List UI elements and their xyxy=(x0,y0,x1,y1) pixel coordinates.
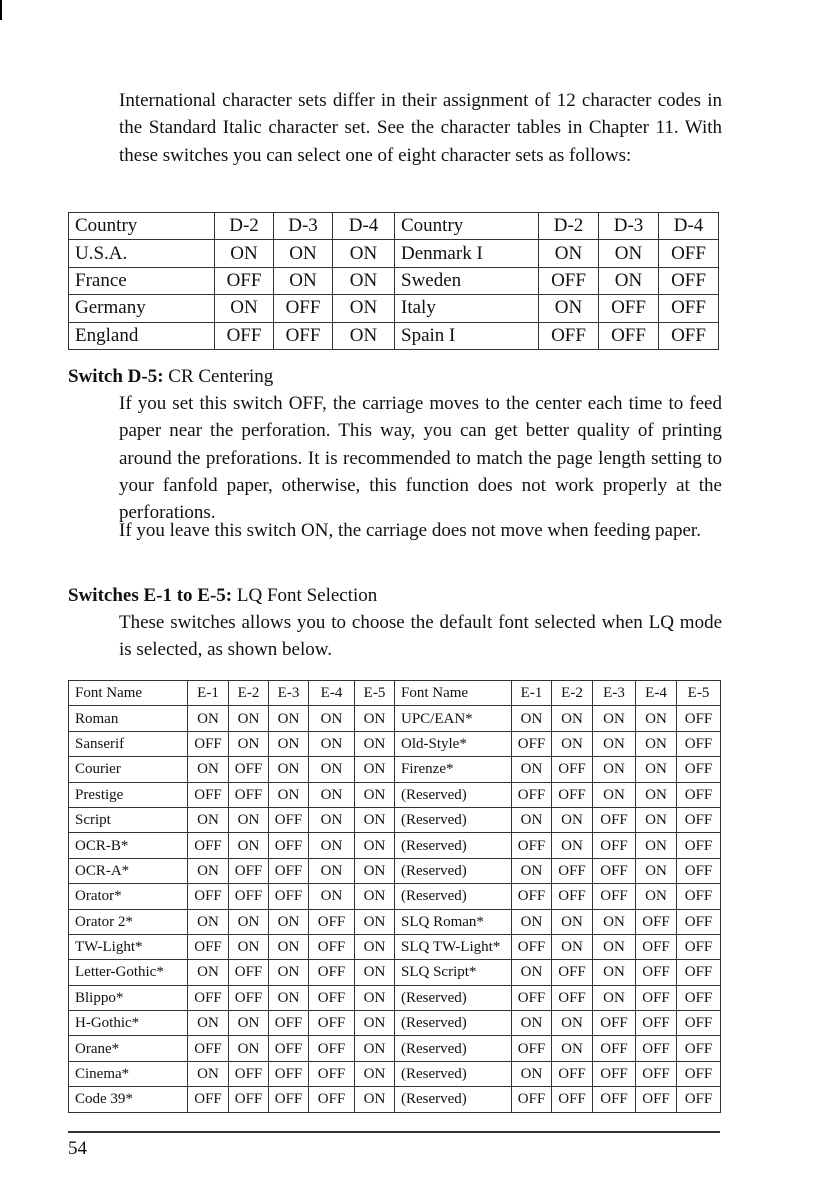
table-row xyxy=(69,884,721,909)
switch-state-cell: ON xyxy=(593,757,636,782)
switch-state-cell: OFF xyxy=(309,934,355,959)
switch-state-cell: OFF xyxy=(512,985,552,1010)
switch-state-cell: ON xyxy=(229,1036,269,1061)
switch-state-cell: ON xyxy=(309,731,355,756)
table-header-row xyxy=(69,681,721,706)
switch-state-cell: ON xyxy=(229,934,269,959)
table-row xyxy=(69,833,721,858)
name-cell: UPC/EAN* xyxy=(395,706,512,731)
switch-state-cell: OFF xyxy=(309,1087,355,1112)
switch-state-cell: OFF xyxy=(188,1087,229,1112)
column-header: D-4 xyxy=(659,213,719,240)
switch-state-cell: OFF xyxy=(229,757,269,782)
switch-state-cell: ON xyxy=(512,706,552,731)
name-cell: (Reserved) xyxy=(395,1011,512,1036)
switch-state-cell: ON xyxy=(269,985,309,1010)
switch-state-cell: ON xyxy=(512,858,552,883)
column-header: E-4 xyxy=(309,681,355,706)
switch-state-cell: ON xyxy=(269,934,309,959)
switch-state-cell: OFF xyxy=(215,322,274,349)
switch-state-cell: OFF xyxy=(269,833,309,858)
switch-state-cell: ON xyxy=(333,322,395,349)
name-cell: (Reserved) xyxy=(395,807,512,832)
switch-state-cell: ON xyxy=(229,833,269,858)
switch-state-cell: ON xyxy=(269,909,309,934)
switch-state-cell: OFF xyxy=(599,295,659,322)
switch-state-cell: OFF xyxy=(552,884,593,909)
switch-state-cell: OFF xyxy=(269,1061,309,1086)
switch-state-cell: ON xyxy=(636,807,677,832)
name-cell: England xyxy=(69,322,215,349)
table-row xyxy=(69,267,719,294)
column-header: Country xyxy=(69,213,215,240)
name-cell: (Reserved) xyxy=(395,833,512,858)
name-cell: OCR-A* xyxy=(69,858,188,883)
switch-state-cell: OFF xyxy=(636,934,677,959)
switch-state-cell: OFF xyxy=(512,1087,552,1112)
switch-state-cell: ON xyxy=(188,706,229,731)
switch-state-cell: OFF xyxy=(677,1087,721,1112)
switch-state-cell: OFF xyxy=(677,858,721,883)
switch-state-cell: OFF xyxy=(552,985,593,1010)
name-cell: SLQ Roman* xyxy=(395,909,512,934)
column-header: E-2 xyxy=(552,681,593,706)
switch-d5-paragraph-2: If you leave this switch ON, the carriage does not move when feeding paper. xyxy=(119,520,701,541)
switch-state-cell: ON xyxy=(355,782,395,807)
switch-state-cell: ON xyxy=(355,757,395,782)
switch-state-cell: ON xyxy=(512,807,552,832)
column-header: E-5 xyxy=(677,681,721,706)
name-cell: Cinema* xyxy=(69,1061,188,1086)
name-cell: (Reserved) xyxy=(395,985,512,1010)
switch-state-cell: ON xyxy=(215,295,274,322)
name-cell: SLQ TW-Light* xyxy=(395,934,512,959)
switch-state-cell: OFF xyxy=(188,985,229,1010)
switch-state-cell: ON xyxy=(309,706,355,731)
switch-state-cell: OFF xyxy=(636,909,677,934)
switch-state-cell: OFF xyxy=(309,1011,355,1036)
switch-state-cell: ON xyxy=(229,731,269,756)
switch-state-cell: ON xyxy=(552,807,593,832)
name-cell: Firenze* xyxy=(395,757,512,782)
name-cell: (Reserved) xyxy=(395,858,512,883)
switch-state-cell: OFF xyxy=(593,1011,636,1036)
column-header: Font Name xyxy=(395,681,512,706)
switch-state-cell: OFF xyxy=(677,960,721,985)
name-cell: Germany xyxy=(69,295,215,322)
name-cell: OCR-B* xyxy=(69,833,188,858)
switch-state-cell: OFF xyxy=(512,1036,552,1061)
switch-state-cell: ON xyxy=(552,833,593,858)
name-cell: France xyxy=(69,267,215,294)
switch-state-cell: OFF xyxy=(659,267,719,294)
switch-state-cell: ON xyxy=(512,757,552,782)
table-row xyxy=(69,706,721,731)
switch-state-cell: ON xyxy=(309,782,355,807)
switch-state-cell: OFF xyxy=(512,731,552,756)
switch-state-cell: ON xyxy=(355,807,395,832)
name-cell: (Reserved) xyxy=(395,1061,512,1086)
switch-state-cell: ON xyxy=(269,757,309,782)
switch-state-cell: OFF xyxy=(552,1087,593,1112)
switch-state-cell: OFF xyxy=(636,1061,677,1086)
switch-state-cell: ON xyxy=(355,985,395,1010)
name-cell: (Reserved) xyxy=(395,884,512,909)
switch-state-cell: OFF xyxy=(269,1036,309,1061)
switch-state-cell: OFF xyxy=(188,1036,229,1061)
column-header: D-3 xyxy=(274,213,333,240)
switch-state-cell: ON xyxy=(512,909,552,934)
switch-state-cell: ON xyxy=(333,240,395,267)
name-cell: Roman xyxy=(69,706,188,731)
switch-state-cell: ON xyxy=(552,706,593,731)
table-row xyxy=(69,807,721,832)
name-cell: SLQ Script* xyxy=(395,960,512,985)
switch-state-cell: OFF xyxy=(593,858,636,883)
name-cell: Denmark I xyxy=(395,240,539,267)
table-row xyxy=(69,731,721,756)
switch-state-cell: OFF xyxy=(269,1087,309,1112)
switch-state-cell: OFF xyxy=(677,985,721,1010)
table-row xyxy=(69,858,721,883)
name-cell: (Reserved) xyxy=(395,1036,512,1061)
font-switch-table xyxy=(68,680,721,1113)
switch-state-cell: OFF xyxy=(269,1011,309,1036)
switch-e-paragraph: These switches allows you to choose the default font selected when LQ mode is selected, as shown below. xyxy=(119,612,722,661)
name-cell: Script xyxy=(69,807,188,832)
table-row xyxy=(69,757,721,782)
name-cell: Code 39* xyxy=(69,1087,188,1112)
switch-state-cell: ON xyxy=(593,960,636,985)
switch-state-cell: OFF xyxy=(188,782,229,807)
switch-state-cell: ON xyxy=(355,909,395,934)
switch-state-cell: ON xyxy=(188,858,229,883)
switch-state-cell: OFF xyxy=(539,322,599,349)
switch-state-cell: OFF xyxy=(269,858,309,883)
switch-state-cell: ON xyxy=(229,807,269,832)
switch-state-cell: OFF xyxy=(552,782,593,807)
switch-state-cell: OFF xyxy=(677,1011,721,1036)
switch-state-cell: OFF xyxy=(636,1087,677,1112)
switch-state-cell: ON xyxy=(636,858,677,883)
column-header: E-3 xyxy=(593,681,636,706)
switch-e-heading xyxy=(68,584,377,608)
switch-state-cell: ON xyxy=(269,782,309,807)
switch-state-cell: ON xyxy=(274,240,333,267)
column-header: E-5 xyxy=(355,681,395,706)
switch-state-cell: OFF xyxy=(309,909,355,934)
column-header: E-1 xyxy=(188,681,229,706)
column-header: Font Name xyxy=(69,681,188,706)
column-header: Country xyxy=(395,213,539,240)
switch-state-cell: ON xyxy=(512,1011,552,1036)
switch-state-cell: OFF xyxy=(677,807,721,832)
switch-state-cell: OFF xyxy=(512,884,552,909)
switch-state-cell: OFF xyxy=(309,960,355,985)
switch-state-cell: OFF xyxy=(636,960,677,985)
switch-state-cell: ON xyxy=(593,782,636,807)
switch-state-cell: OFF xyxy=(677,731,721,756)
switch-state-cell: OFF xyxy=(677,706,721,731)
switch-d5-label: Switch D-5: xyxy=(68,366,164,387)
switch-state-cell: OFF xyxy=(512,782,552,807)
name-cell: Italy xyxy=(395,295,539,322)
column-header: D-2 xyxy=(539,213,599,240)
switch-state-cell: ON xyxy=(593,731,636,756)
switch-state-cell: OFF xyxy=(636,1011,677,1036)
switch-d5-heading xyxy=(68,365,273,389)
switch-state-cell: ON xyxy=(333,295,395,322)
name-cell: Sweden xyxy=(395,267,539,294)
footer-rule xyxy=(68,1131,720,1133)
switch-state-cell: ON xyxy=(599,267,659,294)
column-header: E-2 xyxy=(229,681,269,706)
switch-state-cell: OFF xyxy=(309,985,355,1010)
name-cell: Courier xyxy=(69,757,188,782)
switch-state-cell: OFF xyxy=(636,985,677,1010)
switch-state-cell: OFF xyxy=(677,1036,721,1061)
switch-state-cell: ON xyxy=(552,1036,593,1061)
name-cell: Orator* xyxy=(69,884,188,909)
switch-state-cell: ON xyxy=(188,1061,229,1086)
switch-state-cell: OFF xyxy=(188,731,229,756)
switch-state-cell: OFF xyxy=(659,240,719,267)
table-row xyxy=(69,1036,721,1061)
name-cell: Blippo* xyxy=(69,985,188,1010)
switch-state-cell: OFF xyxy=(229,1087,269,1112)
switch-state-cell: OFF xyxy=(677,757,721,782)
switch-state-cell: OFF xyxy=(677,934,721,959)
switch-state-cell: ON xyxy=(599,240,659,267)
switch-state-cell: OFF xyxy=(229,782,269,807)
switch-state-cell: OFF xyxy=(552,858,593,883)
switch-state-cell: ON xyxy=(355,858,395,883)
switch-state-cell: OFF xyxy=(659,295,719,322)
name-cell: Orator 2* xyxy=(69,909,188,934)
switch-state-cell: ON xyxy=(636,782,677,807)
switch-state-cell: OFF xyxy=(593,884,636,909)
switch-state-cell: OFF xyxy=(229,884,269,909)
switch-state-cell: ON xyxy=(229,909,269,934)
switch-e-label: Switches E-1 to E-5: xyxy=(68,585,233,606)
table-row xyxy=(69,985,721,1010)
switch-state-cell: OFF xyxy=(677,833,721,858)
switch-state-cell: ON xyxy=(355,1011,395,1036)
switch-state-cell: ON xyxy=(636,731,677,756)
switch-state-cell: ON xyxy=(309,858,355,883)
country-switch-table xyxy=(68,212,719,350)
switch-state-cell: ON xyxy=(274,267,333,294)
switch-state-cell: ON xyxy=(309,757,355,782)
switch-state-cell: OFF xyxy=(309,1061,355,1086)
switch-state-cell: OFF xyxy=(188,934,229,959)
switch-state-cell: ON xyxy=(552,731,593,756)
switch-state-cell: OFF xyxy=(512,833,552,858)
switch-state-cell: ON xyxy=(552,1011,593,1036)
switch-state-cell: ON xyxy=(309,807,355,832)
switch-state-cell: ON xyxy=(355,1036,395,1061)
switch-d5-paragraph-1: If you set this switch OFF, the carriage moves to the center each time to feed paper near the perforation. This way, you can get better quality of printing around the preforations. It is recommended to match the page length setting to your fanfold paper, otherwise, this function does not work properly at the perforations. xyxy=(119,393,722,524)
switch-state-cell: ON xyxy=(269,960,309,985)
switch-state-cell: ON xyxy=(188,807,229,832)
table-row xyxy=(69,1011,721,1036)
switch-state-cell: ON xyxy=(188,757,229,782)
table-row xyxy=(69,782,721,807)
switch-state-cell: OFF xyxy=(188,884,229,909)
column-header: E-4 xyxy=(636,681,677,706)
switch-state-cell: ON xyxy=(355,731,395,756)
switch-state-cell: OFF xyxy=(593,807,636,832)
page-number: 54 xyxy=(68,1138,87,1159)
name-cell: Letter-Gothic* xyxy=(69,960,188,985)
column-header: E-3 xyxy=(269,681,309,706)
switch-state-cell: OFF xyxy=(229,858,269,883)
switch-state-cell: OFF xyxy=(677,909,721,934)
switch-state-cell: OFF xyxy=(599,322,659,349)
switch-state-cell: ON xyxy=(593,706,636,731)
switch-state-cell: OFF xyxy=(229,985,269,1010)
switch-state-cell: OFF xyxy=(659,322,719,349)
switch-state-cell: OFF xyxy=(552,960,593,985)
switch-state-cell: OFF xyxy=(229,960,269,985)
switch-state-cell: ON xyxy=(636,833,677,858)
switch-state-cell: ON xyxy=(636,757,677,782)
switch-state-cell: ON xyxy=(512,1061,552,1086)
switch-state-cell: ON xyxy=(539,240,599,267)
switch-state-cell: OFF xyxy=(269,807,309,832)
switch-state-cell: OFF xyxy=(677,884,721,909)
table-row xyxy=(69,909,721,934)
table-row xyxy=(69,1061,721,1086)
switch-state-cell: ON xyxy=(593,985,636,1010)
switch-state-cell: ON xyxy=(552,909,593,934)
switch-state-cell: OFF xyxy=(593,1036,636,1061)
name-cell: Old-Style* xyxy=(395,731,512,756)
switch-state-cell: OFF xyxy=(269,884,309,909)
table-row xyxy=(69,1087,721,1112)
switch-state-cell: OFF xyxy=(512,934,552,959)
switch-state-cell: OFF xyxy=(593,1087,636,1112)
switch-state-cell: ON xyxy=(552,934,593,959)
switch-state-cell: ON xyxy=(229,1011,269,1036)
switch-state-cell: OFF xyxy=(552,1061,593,1086)
column-header: D-4 xyxy=(333,213,395,240)
switch-state-cell: OFF xyxy=(274,322,333,349)
switch-state-cell: ON xyxy=(188,960,229,985)
table-row xyxy=(69,960,721,985)
column-header: D-3 xyxy=(599,213,659,240)
switch-state-cell: ON xyxy=(636,884,677,909)
switch-state-cell: ON xyxy=(593,934,636,959)
switch-state-cell: ON xyxy=(355,884,395,909)
switch-state-cell: OFF xyxy=(229,1061,269,1086)
name-cell: (Reserved) xyxy=(395,1087,512,1112)
switch-state-cell: ON xyxy=(593,909,636,934)
switch-state-cell: OFF xyxy=(636,1036,677,1061)
name-cell: Sanserif xyxy=(69,731,188,756)
switch-state-cell: ON xyxy=(309,884,355,909)
table-row xyxy=(69,322,719,349)
name-cell: Prestige xyxy=(69,782,188,807)
switch-state-cell: OFF xyxy=(188,833,229,858)
switch-state-cell: OFF xyxy=(593,1061,636,1086)
switch-d5-title: CR Centering xyxy=(168,366,274,387)
column-header: D-2 xyxy=(215,213,274,240)
switch-state-cell: OFF xyxy=(552,757,593,782)
name-cell: Spain I xyxy=(395,322,539,349)
name-cell: (Reserved) xyxy=(395,782,512,807)
switch-state-cell: OFF xyxy=(539,267,599,294)
name-cell: TW-Light* xyxy=(69,934,188,959)
switch-state-cell: ON xyxy=(309,833,355,858)
switch-state-cell: ON xyxy=(355,833,395,858)
switch-state-cell: OFF xyxy=(215,267,274,294)
switch-state-cell: OFF xyxy=(274,295,333,322)
switch-state-cell: ON xyxy=(355,1061,395,1086)
switch-state-cell: ON xyxy=(512,960,552,985)
switch-state-cell: OFF xyxy=(593,833,636,858)
switch-e-title: LQ Font Selection xyxy=(236,585,378,606)
switch-state-cell: OFF xyxy=(677,1061,721,1086)
switch-state-cell: ON xyxy=(355,960,395,985)
switch-state-cell: ON xyxy=(269,731,309,756)
switch-state-cell: ON xyxy=(269,706,309,731)
table-header-row xyxy=(69,213,719,240)
switch-state-cell: OFF xyxy=(309,1036,355,1061)
table-row xyxy=(69,295,719,322)
switch-state-cell: ON xyxy=(188,1011,229,1036)
switch-state-cell: ON xyxy=(355,706,395,731)
name-cell: H-Gothic* xyxy=(69,1011,188,1036)
name-cell: Orane* xyxy=(69,1036,188,1061)
switch-state-cell: ON xyxy=(636,706,677,731)
intro-paragraph: International character sets differ in their assignment of 12 character codes in the Standard Italic character set. See the character tables in Chapter 11. With these switches you can select one of eight character sets as follows: xyxy=(119,90,722,166)
switch-state-cell: ON xyxy=(215,240,274,267)
switch-state-cell: ON xyxy=(333,267,395,294)
switch-state-cell: ON xyxy=(355,1087,395,1112)
switch-state-cell: ON xyxy=(188,909,229,934)
switch-state-cell: OFF xyxy=(677,782,721,807)
switch-state-cell: ON xyxy=(229,706,269,731)
scan-edge-mark xyxy=(0,0,2,20)
column-header: E-1 xyxy=(512,681,552,706)
name-cell: U.S.A. xyxy=(69,240,215,267)
table-row xyxy=(69,240,719,267)
switch-state-cell: ON xyxy=(355,934,395,959)
table-row xyxy=(69,934,721,959)
switch-state-cell: ON xyxy=(539,295,599,322)
